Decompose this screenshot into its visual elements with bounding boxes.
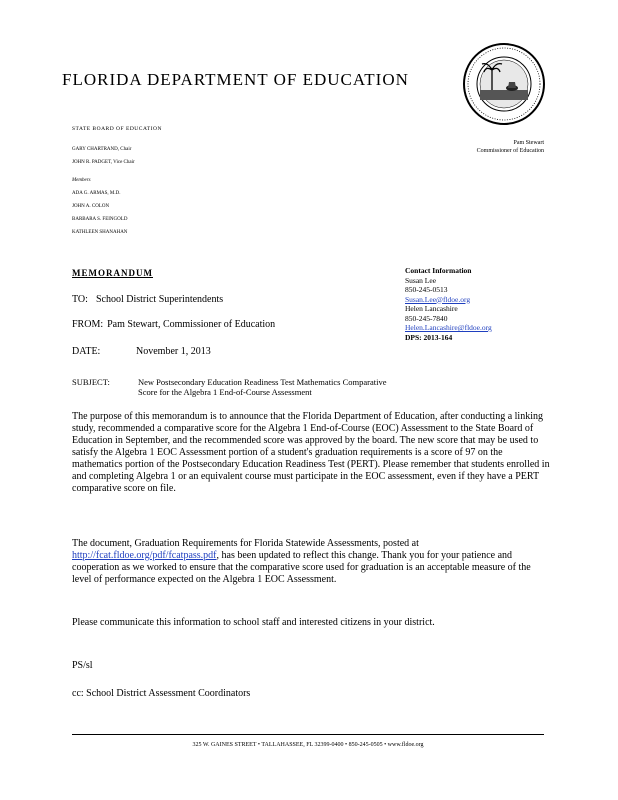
footer-address: 325 W. GAINES STREET • TALLAHASSEE, FL 32399-0400 • 850-245-0505 • www.fldoe.org <box>192 742 424 748</box>
footer-divider <box>72 734 544 735</box>
commissioner-name: Pam Stewart <box>513 140 544 146</box>
subject-line: Score for the Algebra 1 End-of-Course Assessment <box>138 387 312 397</box>
contact-phone: 850-245-7840 <box>405 313 448 323</box>
to-value: School District Superintendents <box>95 294 224 305</box>
contact-email-link[interactable]: Helen.Lancashire@fldoe.org <box>405 323 492 332</box>
contact-email-link[interactable]: Susan.Lee@fldoe.org <box>405 294 471 304</box>
memo-heading: MEMORANDUM <box>72 268 153 278</box>
to-label: TO: <box>72 294 88 305</box>
date-label: DATE: <box>72 346 101 357</box>
board-member: KATHLEEN SHANAHAN <box>72 230 128 235</box>
body-paragraph <box>72 538 550 586</box>
from-label: FROM: <box>72 319 104 330</box>
board-officer: JOHN R. PADGET, Vice Chair <box>72 160 135 165</box>
memo-to <box>72 294 223 305</box>
cc-line: cc: School District Assessment Coordinators <box>72 688 251 699</box>
fcat-link[interactable]: http://fcat.fldoe.org/pdf/fcatpass.pdf <box>72 550 217 561</box>
board-member: JOHN A. COLON <box>72 204 110 209</box>
memo-from <box>72 319 275 330</box>
contact-name: Helen Lancashire <box>405 304 458 313</box>
subject-label: SUBJECT: <box>72 377 110 387</box>
board-member: BARBARA S. FEINGOLD <box>72 217 128 222</box>
commissioner-block <box>456 139 544 155</box>
subject-line: New Postsecondary Education Readiness Test Mathematics Comparative <box>138 377 387 387</box>
board-member: ADA G. ARMAS, M.D. <box>72 191 121 196</box>
contact-name: Susan Lee <box>405 275 437 285</box>
memo-date <box>72 346 211 357</box>
memo-subject <box>72 377 387 397</box>
contact-phone: 850-245-0513 <box>405 285 448 294</box>
date-value: November 1, 2013 <box>136 346 211 357</box>
contact-block <box>405 266 492 342</box>
initials: PS/sl <box>72 660 93 671</box>
state-seal-icon <box>462 42 546 126</box>
members-label: Members <box>72 178 91 183</box>
board-officer: GARY CHARTRAND, Chair <box>72 147 132 152</box>
body-paragraph: Please communicate this information to school staff and interested citizens in your district. <box>72 617 435 628</box>
board-heading: STATE BOARD OF EDUCATION <box>72 126 162 132</box>
from-value: Pam Stewart, Commissioner of Education <box>107 319 276 330</box>
paragraph-text: , has been updated to reflect this change. Thank you for your patience and cooperation as we worked to ensure that the comparative score used for graduation is an acceptable measure of the level of performance expected on the Algebra 1 EOC Assessment. <box>72 550 531 585</box>
dps-number: DPS: 2013-164 <box>405 332 453 342</box>
paragraph-text: The document, Graduation Requirements for Florida Statewide Assessments, posted at <box>72 538 419 549</box>
commissioner-title: Commissioner of Education <box>476 148 544 154</box>
contact-heading: Contact Information <box>405 266 472 275</box>
page-title: FLORIDA DEPARTMENT OF EDUCATION <box>62 70 409 89</box>
body-paragraph: The purpose of this memorandum is to announce that the Florida Department of Education, after conducting a linking study, recommended a comparative score for the Algebra 1 End-of-Course (EOC) Assessment to the State Board of Education in September, and the recommended score was approved by the board. The new score that may be used to satisfy the Algebra 1 EOC Assessment portion of a student's graduation requirements is a score of 97 on the mathematics portion of the Postsecondary Education Readiness Test (PERT). Please remember that students enrolled in and completing Algebra 1 or an equivalent course must participate in the EOC assessment, even if they have a PERT comparative score on file. <box>72 411 550 494</box>
